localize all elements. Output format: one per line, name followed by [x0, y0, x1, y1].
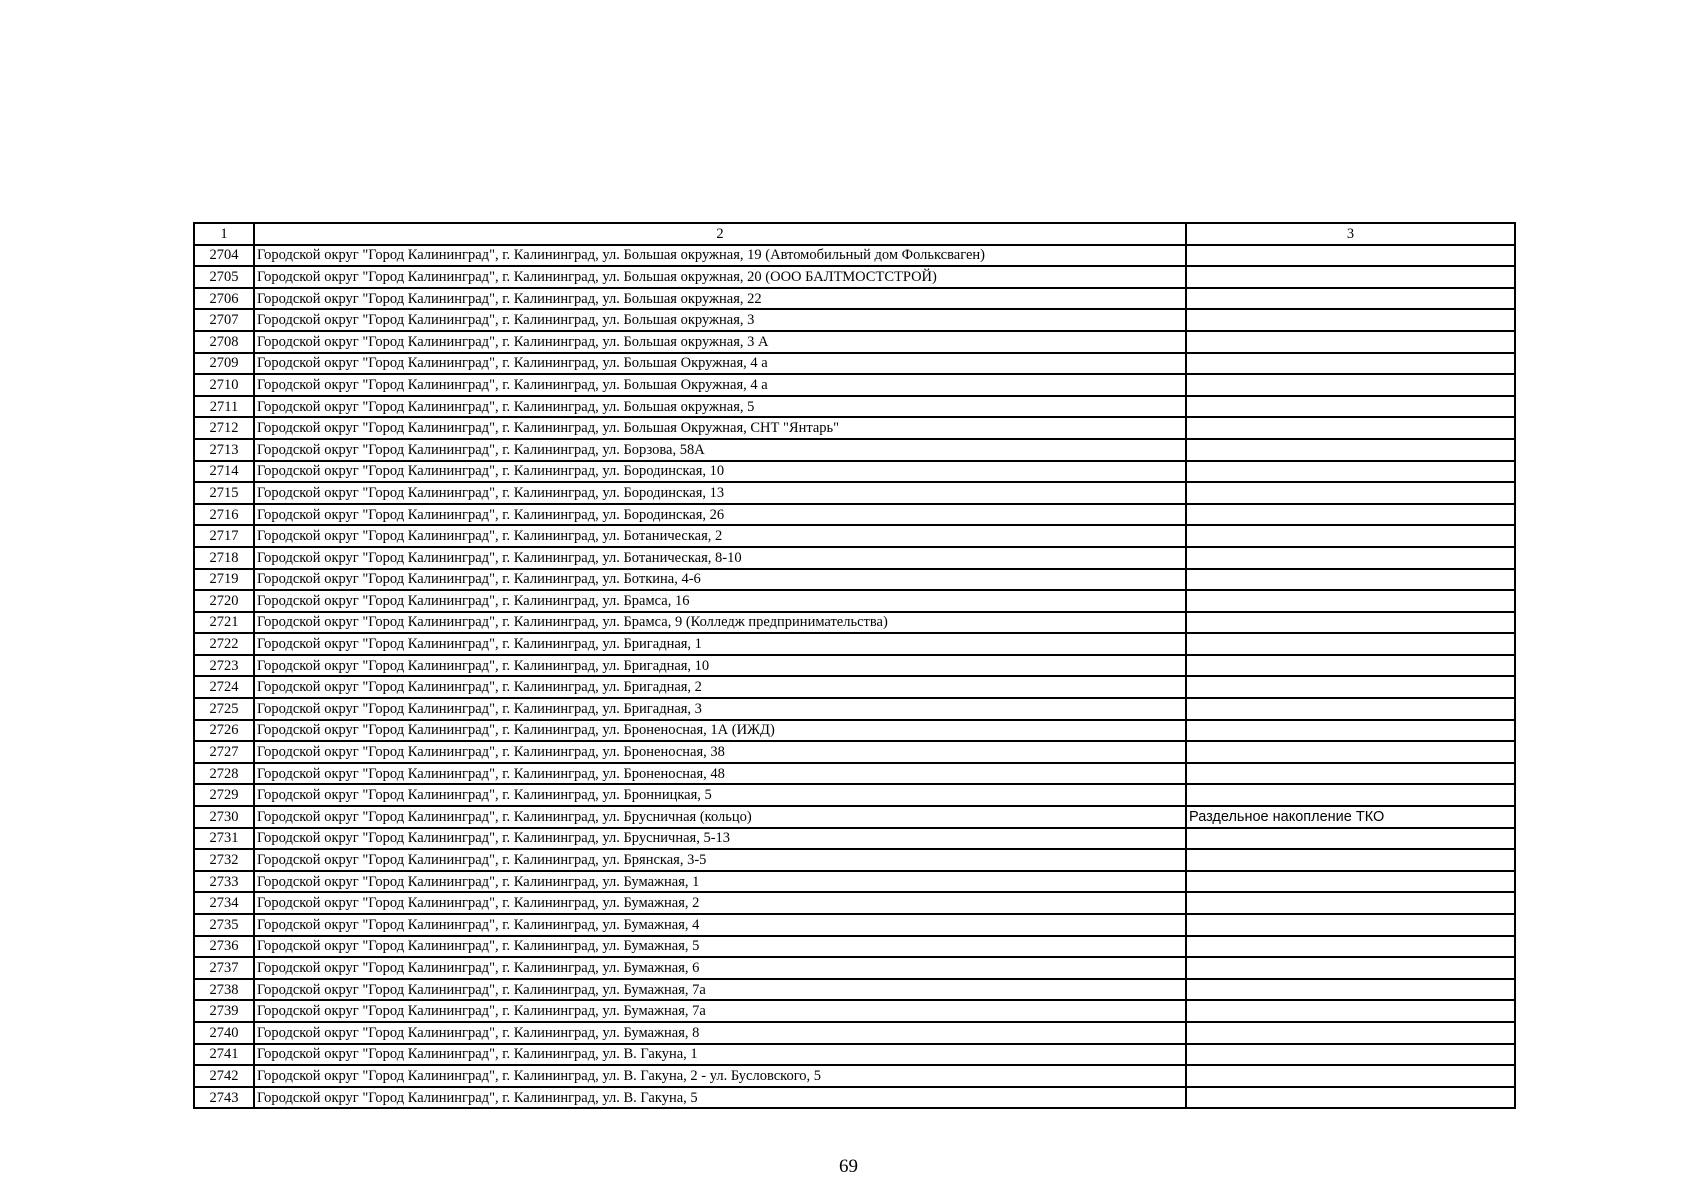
row-address: Городской округ "Город Калининград", г. Калининград, ул. Боткина, 4-6: [254, 569, 1186, 591]
row-address: Городской округ "Город Калининград", г. Калининград, ул. Бородинская, 26: [254, 504, 1186, 526]
table-row: [194, 720, 1515, 742]
row-number: 2715: [194, 482, 254, 504]
row-note: [1186, 871, 1515, 893]
row-note: [1186, 266, 1515, 288]
row-address: Городской округ "Город Калининград", г. Калининград, ул. Бумажная, 7а: [254, 979, 1186, 1001]
row-number: 2734: [194, 892, 254, 914]
row-number: 2743: [194, 1087, 254, 1109]
table-row: [194, 806, 1515, 828]
table-row: [194, 979, 1515, 1001]
row-address: Городской округ "Город Калининград", г. Калининград, ул. Большая окружная, 3: [254, 309, 1186, 331]
row-note: [1186, 374, 1515, 396]
row-note: [1186, 439, 1515, 461]
row-address: Городской округ "Город Калининград", г. Калининград, ул. Большая окружная, 3 А: [254, 331, 1186, 353]
row-number: 2737: [194, 957, 254, 979]
table-row: [194, 1022, 1515, 1044]
table-row: [194, 849, 1515, 871]
table-row: [194, 396, 1515, 418]
registry-table: [193, 222, 1516, 1109]
row-note: [1186, 957, 1515, 979]
row-address: Городской округ "Город Калининград", г. Калининград, ул. В. Гакуна, 1: [254, 1044, 1186, 1066]
row-number: 2723: [194, 655, 254, 677]
row-number: 2727: [194, 741, 254, 763]
table-row: [194, 504, 1515, 526]
row-note: [1186, 655, 1515, 677]
row-address: Городской округ "Город Калининград", г. Калининград, ул. Броненосная, 1А (ИЖД): [254, 720, 1186, 742]
row-number: 2713: [194, 439, 254, 461]
row-address: Городской округ "Город Калининград", г. Калининград, ул. Большая Окружная, 4 а: [254, 353, 1186, 375]
table-row: [194, 676, 1515, 698]
table-row: [194, 1065, 1515, 1087]
row-note: Раздельное накопление ТКО: [1186, 806, 1515, 828]
row-address: Городской округ "Город Калининград", г. Калининград, ул. Брамса, 16: [254, 590, 1186, 612]
row-note: [1186, 288, 1515, 310]
row-number: 2724: [194, 676, 254, 698]
row-address: Городской округ "Город Калининград", г. Калининград, ул. Ботаническая, 2: [254, 525, 1186, 547]
row-note: [1186, 741, 1515, 763]
row-number: 2728: [194, 763, 254, 785]
table-row: [194, 914, 1515, 936]
table-row: [194, 936, 1515, 958]
row-note: [1186, 828, 1515, 850]
table-row: [194, 439, 1515, 461]
row-address: Городской округ "Город Калининград", г. Калининград, ул. Броненосная, 38: [254, 741, 1186, 763]
row-number: 2740: [194, 1022, 254, 1044]
table-row: [194, 763, 1515, 785]
table-row: [194, 482, 1515, 504]
table-row: [194, 1087, 1515, 1109]
row-note: [1186, 763, 1515, 785]
row-note: [1186, 353, 1515, 375]
row-address: Городской округ "Город Калининград", г. Калининград, ул. В. Гакуна, 2 - ул. Бусловского, 5: [254, 1065, 1186, 1087]
row-number: 2707: [194, 309, 254, 331]
row-number: 2732: [194, 849, 254, 871]
row-number: 2738: [194, 979, 254, 1001]
row-note: [1186, 633, 1515, 655]
row-number: 2712: [194, 417, 254, 439]
table-row: [194, 288, 1515, 310]
row-address: Городской округ "Город Калининград", г. Калининград, ул. Брянская, 3-5: [254, 849, 1186, 871]
row-number: 2705: [194, 266, 254, 288]
row-note: [1186, 569, 1515, 591]
table-row: [194, 245, 1515, 267]
row-note: [1186, 547, 1515, 569]
table-row: [194, 633, 1515, 655]
row-address: Городской округ "Город Калининград", г. Калининград, ул. Бумажная, 8: [254, 1022, 1186, 1044]
table-row: [194, 892, 1515, 914]
row-note: [1186, 914, 1515, 936]
row-number: 2731: [194, 828, 254, 850]
row-number: 2733: [194, 871, 254, 893]
row-address: Городской округ "Город Калининград", г. Калининград, ул. Бумажная, 1: [254, 871, 1186, 893]
row-address: Городской округ "Город Калининград", г. Калининград, ул. Бригадная, 3: [254, 698, 1186, 720]
row-note: [1186, 331, 1515, 353]
row-number: 2735: [194, 914, 254, 936]
row-note: [1186, 612, 1515, 634]
row-note: [1186, 525, 1515, 547]
row-number: 2736: [194, 936, 254, 958]
row-number: 2704: [194, 245, 254, 267]
table-row: [194, 871, 1515, 893]
row-note: [1186, 720, 1515, 742]
header-col-2: 2: [254, 223, 1186, 245]
table-row: [194, 374, 1515, 396]
row-address: Городской округ "Город Калининград", г. Калининград, ул. В. Гакуна, 5: [254, 1087, 1186, 1109]
row-note: [1186, 936, 1515, 958]
table-header-row: [194, 223, 1515, 245]
row-address: Городской округ "Город Калининград", г. Калининград, ул. Ботаническая, 8-10: [254, 547, 1186, 569]
row-note: [1186, 590, 1515, 612]
row-note: [1186, 245, 1515, 267]
row-number: 2729: [194, 784, 254, 806]
row-number: 2720: [194, 590, 254, 612]
row-number: 2717: [194, 525, 254, 547]
row-address: Городской округ "Город Калининград", г. Калининград, ул. Бумажная, 4: [254, 914, 1186, 936]
row-note: [1186, 676, 1515, 698]
table-row: [194, 525, 1515, 547]
row-address: Городской округ "Город Калининград", г. Калининград, ул. Броненосная, 48: [254, 763, 1186, 785]
row-note: [1186, 504, 1515, 526]
row-number: 2709: [194, 353, 254, 375]
row-number: 2730: [194, 806, 254, 828]
table-row: [194, 698, 1515, 720]
row-number: 2714: [194, 461, 254, 483]
row-note: [1186, 309, 1515, 331]
row-number: 2741: [194, 1044, 254, 1066]
table-row: [194, 655, 1515, 677]
table-body: [194, 223, 1515, 1108]
row-note: [1186, 461, 1515, 483]
row-address: Городской округ "Город Калининград", г. Калининград, ул. Бумажная, 7а: [254, 1000, 1186, 1022]
table-row: [194, 569, 1515, 591]
row-address: Городской округ "Город Калининград", г. Калининград, ул. Большая окружная, 19 (Автомобильный дом Фольксваген): [254, 245, 1186, 267]
table-row: [194, 547, 1515, 569]
row-number: 2706: [194, 288, 254, 310]
row-address: Городской округ "Город Калининград", г. Калининград, ул. Бронницкая, 5: [254, 784, 1186, 806]
row-address: Городской округ "Город Калининград", г. Калининград, ул. Бригадная, 1: [254, 633, 1186, 655]
row-note: [1186, 1000, 1515, 1022]
table-row: [194, 828, 1515, 850]
header-col-3: 3: [1186, 223, 1515, 245]
row-note: [1186, 892, 1515, 914]
row-number: 2708: [194, 331, 254, 353]
row-address: Городской округ "Город Калининград", г. Калининград, ул. Большая Окружная, СНТ "Янтарь": [254, 417, 1186, 439]
row-address: Городской округ "Город Калининград", г. Калининград, ул. Бригадная, 10: [254, 655, 1186, 677]
row-number: 2711: [194, 396, 254, 418]
row-note: [1186, 1087, 1515, 1109]
row-address: Городской округ "Город Калининград", г. Калининград, ул. Борзова, 58А: [254, 439, 1186, 461]
row-address: Городской округ "Город Калининград", г. Калининград, ул. Бригадная, 2: [254, 676, 1186, 698]
table-row: [194, 461, 1515, 483]
row-address: Городской округ "Город Калининград", г. Калининград, ул. Бородинская, 10: [254, 461, 1186, 483]
row-note: [1186, 417, 1515, 439]
row-number: 2739: [194, 1000, 254, 1022]
table-row: [194, 741, 1515, 763]
table-row: [194, 1044, 1515, 1066]
table-row: [194, 784, 1515, 806]
table-row: [194, 417, 1515, 439]
row-note: [1186, 1022, 1515, 1044]
row-address: Городской округ "Город Калининград", г. Калининград, ул. Бумажная, 6: [254, 957, 1186, 979]
row-note: [1186, 979, 1515, 1001]
row-note: [1186, 396, 1515, 418]
row-address: Городской округ "Город Калининград", г. Калининград, ул. Брусничная (кольцо): [254, 806, 1186, 828]
table-row: [194, 590, 1515, 612]
row-number: 2718: [194, 547, 254, 569]
row-address: Городской округ "Город Калининград", г. Калининград, ул. Большая окружная, 5: [254, 396, 1186, 418]
row-number: 2726: [194, 720, 254, 742]
table-row: [194, 1000, 1515, 1022]
row-number: 2742: [194, 1065, 254, 1087]
row-number: 2719: [194, 569, 254, 591]
table-row: [194, 309, 1515, 331]
page-number: 69: [839, 1156, 858, 1177]
header-col-1: 1: [194, 223, 254, 245]
row-note: [1186, 698, 1515, 720]
row-address: Городской округ "Город Калининград", г. Калининград, ул. Большая окружная, 20 (ООО БАЛТМОСТСТРОЙ): [254, 266, 1186, 288]
row-address: Городской округ "Город Калининград", г. Калининград, ул. Брусничная, 5-13: [254, 828, 1186, 850]
row-note: [1186, 1044, 1515, 1066]
row-note: [1186, 784, 1515, 806]
row-note: [1186, 482, 1515, 504]
table-row: [194, 612, 1515, 634]
row-address: Городской округ "Город Калининград", г. Калининград, ул. Бумажная, 2: [254, 892, 1186, 914]
table-row: [194, 266, 1515, 288]
row-number: 2716: [194, 504, 254, 526]
row-number: 2710: [194, 374, 254, 396]
row-address: Городской округ "Город Калининград", г. Калининград, ул. Большая окружная, 22: [254, 288, 1186, 310]
row-address: Городской округ "Город Калининград", г. Калининград, ул. Брамса, 9 (Колледж предпринимательства): [254, 612, 1186, 634]
table-row: [194, 957, 1515, 979]
row-address: Городской округ "Город Калининград", г. Калининград, ул. Бородинская, 13: [254, 482, 1186, 504]
row-note: [1186, 1065, 1515, 1087]
table-row: [194, 353, 1515, 375]
row-address: Городской округ "Город Калининград", г. Калининград, ул. Бумажная, 5: [254, 936, 1186, 958]
row-number: 2725: [194, 698, 254, 720]
row-address: Городской округ "Город Калининград", г. Калининград, ул. Большая Окружная, 4 а: [254, 374, 1186, 396]
row-note: [1186, 849, 1515, 871]
table-row: [194, 331, 1515, 353]
row-number: 2722: [194, 633, 254, 655]
row-number: 2721: [194, 612, 254, 634]
